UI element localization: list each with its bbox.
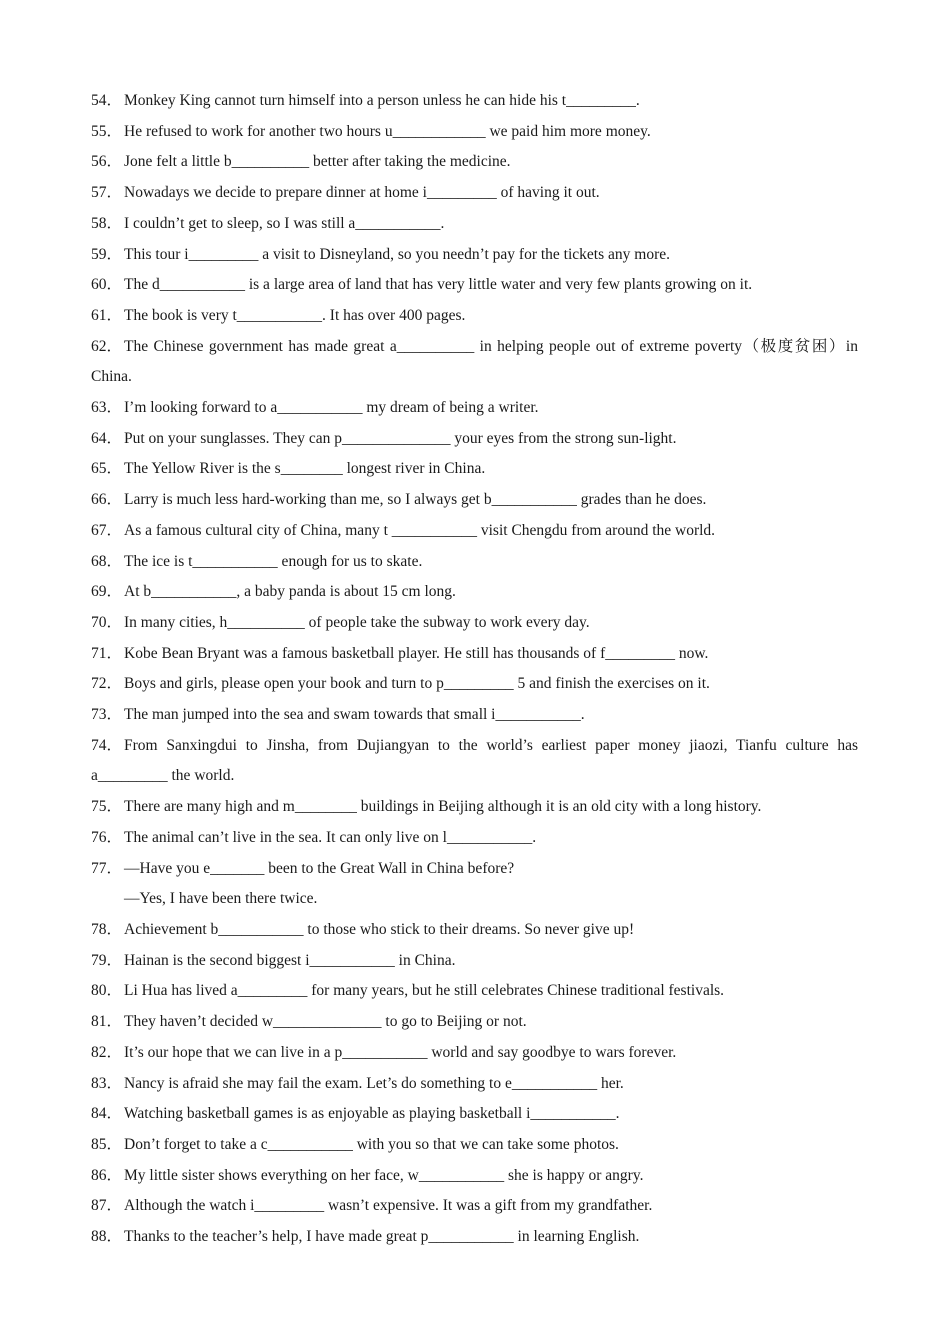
question-65 xyxy=(91,454,858,485)
question-number: 76． xyxy=(91,828,123,846)
question-text: I couldn’t get to sleep, so I was still a___________. xyxy=(124,214,445,232)
question-text: Monkey King cannot turn himself into a person unless he can hide his t_________. xyxy=(124,92,640,109)
question-text: There are many high and m________ buildings in Beijing although it is an old city with a long history. xyxy=(124,798,762,816)
question-72 xyxy=(91,669,858,700)
question-text: Boys and girls, please open your book and turn to p_________ 5 and finish the exercises on it. xyxy=(124,675,710,693)
question-number: 62． xyxy=(91,337,123,355)
question-text: Nowadays we decide to prepare dinner at home i_________ of having it out. xyxy=(124,184,600,202)
question-68 xyxy=(91,547,858,578)
question-74 xyxy=(91,731,858,792)
question-text: —Have you e_______ been to the Great Wall in China before? xyxy=(124,859,515,877)
question-88 xyxy=(91,1222,858,1253)
question-73 xyxy=(91,700,858,731)
question-text: The man jumped into the sea and swam towards that small i___________. xyxy=(124,706,585,724)
question-text: Nancy is afraid she may fail the exam. Let’s do something to e___________ her. xyxy=(124,1074,624,1092)
question-number: 85． xyxy=(91,1135,123,1153)
question-55 xyxy=(91,117,858,148)
question-57 xyxy=(91,178,858,209)
question-62 xyxy=(91,332,858,393)
question-59 xyxy=(91,240,858,271)
question-number: 59． xyxy=(91,245,123,263)
question-number: 80． xyxy=(91,982,123,1000)
question-text: Hainan is the second biggest i___________ in China. xyxy=(124,951,456,969)
question-87 xyxy=(91,1191,858,1222)
question-text: The Chinese government has made great a__________ in helping people out of extreme poverty（极度贫困）in China. xyxy=(91,337,858,386)
question-number: 88． xyxy=(91,1228,123,1246)
question-text: From Sanxingdui to Jinsha, from Dujiangyan to the world’s earliest paper money jiaozi, Tianfu culture has a_________ the world. xyxy=(91,736,858,785)
question-number: 78． xyxy=(91,920,123,938)
question-85 xyxy=(91,1130,858,1161)
question-number: 73． xyxy=(91,706,123,724)
question-number: 82． xyxy=(91,1043,123,1061)
question-text: At b___________, a baby panda is about 15 cm long. xyxy=(124,583,456,601)
question-75 xyxy=(91,792,858,823)
question-text: Watching basketball games is as enjoyable as playing basketball i___________. xyxy=(124,1105,620,1123)
question-number: 61． xyxy=(91,306,123,324)
question-number: 54． xyxy=(91,92,123,109)
question-text: He refused to work for another two hours u____________ we paid him more money. xyxy=(124,122,651,140)
question-63 xyxy=(91,393,858,424)
question-text: Although the watch i_________ wasn’t expensive. It was a gift from my grandfather. xyxy=(124,1197,653,1215)
question-text: In many cities, h__________ of people take the subway to work every day. xyxy=(124,613,590,631)
question-text: This tour i_________ a visit to Disneyland, so you needn’t pay for the tickets any more. xyxy=(124,245,670,263)
question-60 xyxy=(91,270,858,301)
question-76 xyxy=(91,823,858,854)
question-number: 57． xyxy=(91,184,123,202)
question-number: 69． xyxy=(91,583,123,601)
question-77 xyxy=(91,854,858,915)
question-number: 84． xyxy=(91,1105,123,1123)
question-text: Put on your sunglasses. They can p______________ your eyes from the strong sun-light. xyxy=(124,429,677,447)
question-79 xyxy=(91,946,858,977)
question-number: 67． xyxy=(91,521,123,539)
question-number: 55． xyxy=(91,122,123,140)
question-84 xyxy=(91,1099,858,1130)
question-number: 65． xyxy=(91,460,123,478)
worksheet-page xyxy=(91,86,858,1253)
question-number: 71． xyxy=(91,644,123,662)
question-58 xyxy=(91,209,858,240)
question-80 xyxy=(91,976,858,1007)
question-69 xyxy=(91,577,858,608)
question-text: They haven’t decided w______________ to go to Beijing or not. xyxy=(124,1013,527,1031)
question-number: 58． xyxy=(91,214,123,232)
question-number: 68． xyxy=(91,552,123,570)
question-text: Li Hua has lived a_________ for many years, but he still celebrates Chinese traditional festivals. xyxy=(124,982,725,1000)
question-text: Larry is much less hard-working than me, so I always get b___________ grades than he does. xyxy=(124,491,707,509)
question-83 xyxy=(91,1069,858,1100)
question-number: 64． xyxy=(91,429,123,447)
dialogue-reply: —Yes, I have been there twice. xyxy=(124,890,318,908)
question-number: 83． xyxy=(91,1074,123,1092)
question-56 xyxy=(91,147,858,178)
question-number: 63． xyxy=(91,399,123,417)
question-text: The animal can’t live in the sea. It can only live on l___________. xyxy=(124,828,537,846)
question-61 xyxy=(91,301,858,332)
question-82 xyxy=(91,1038,858,1069)
question-text: Achievement b___________ to those who stick to their dreams. So never give up! xyxy=(124,920,635,938)
question-text: Don’t forget to take a c___________ with you so that we can take some photos. xyxy=(124,1135,619,1153)
question-number: 75． xyxy=(91,798,123,816)
question-number: 70． xyxy=(91,613,123,631)
question-number: 87． xyxy=(91,1197,123,1215)
question-text: Kobe Bean Bryant was a famous basketball player. He still has thousands of f_________ now. xyxy=(124,644,709,662)
question-text: It’s our hope that we can live in a p___________ world and say goodbye to wars forever. xyxy=(124,1043,677,1061)
question-54 xyxy=(91,86,858,117)
question-67 xyxy=(91,516,858,547)
question-number: 79． xyxy=(91,951,123,969)
question-text: Thanks to the teacher’s help, I have made great p___________ in learning English. xyxy=(124,1228,640,1246)
question-number: 72． xyxy=(91,675,123,693)
question-number: 77． xyxy=(91,859,123,877)
question-number: 66． xyxy=(91,491,123,509)
question-78 xyxy=(91,915,858,946)
question-number: 60． xyxy=(91,276,123,294)
question-number: 86． xyxy=(91,1166,123,1184)
question-86 xyxy=(91,1161,858,1192)
question-70 xyxy=(91,608,858,639)
question-text: I’m looking forward to a___________ my dream of being a writer. xyxy=(124,399,539,417)
question-number: 74． xyxy=(91,736,123,754)
question-number: 56． xyxy=(91,153,123,171)
question-text: My little sister shows everything on her face, w___________ she is happy or angry. xyxy=(124,1166,644,1184)
question-text: The book is very t___________. It has over 400 pages. xyxy=(124,306,466,324)
question-text: The ice is t___________ enough for us to skate. xyxy=(124,552,423,570)
question-81 xyxy=(91,1007,858,1038)
question-text: As a famous cultural city of China, many t ___________ visit Chengdu from around the world. xyxy=(124,521,716,539)
question-text: The Yellow River is the s________ longest river in China. xyxy=(124,460,486,478)
question-71 xyxy=(91,639,858,670)
question-text: The d___________ is a large area of land that has very little water and very few plants growing on it. xyxy=(124,276,753,294)
question-text: Jone felt a little b__________ better after taking the medicine. xyxy=(124,153,511,171)
question-number: 81． xyxy=(91,1013,123,1031)
question-66 xyxy=(91,485,858,516)
question-64 xyxy=(91,424,858,455)
